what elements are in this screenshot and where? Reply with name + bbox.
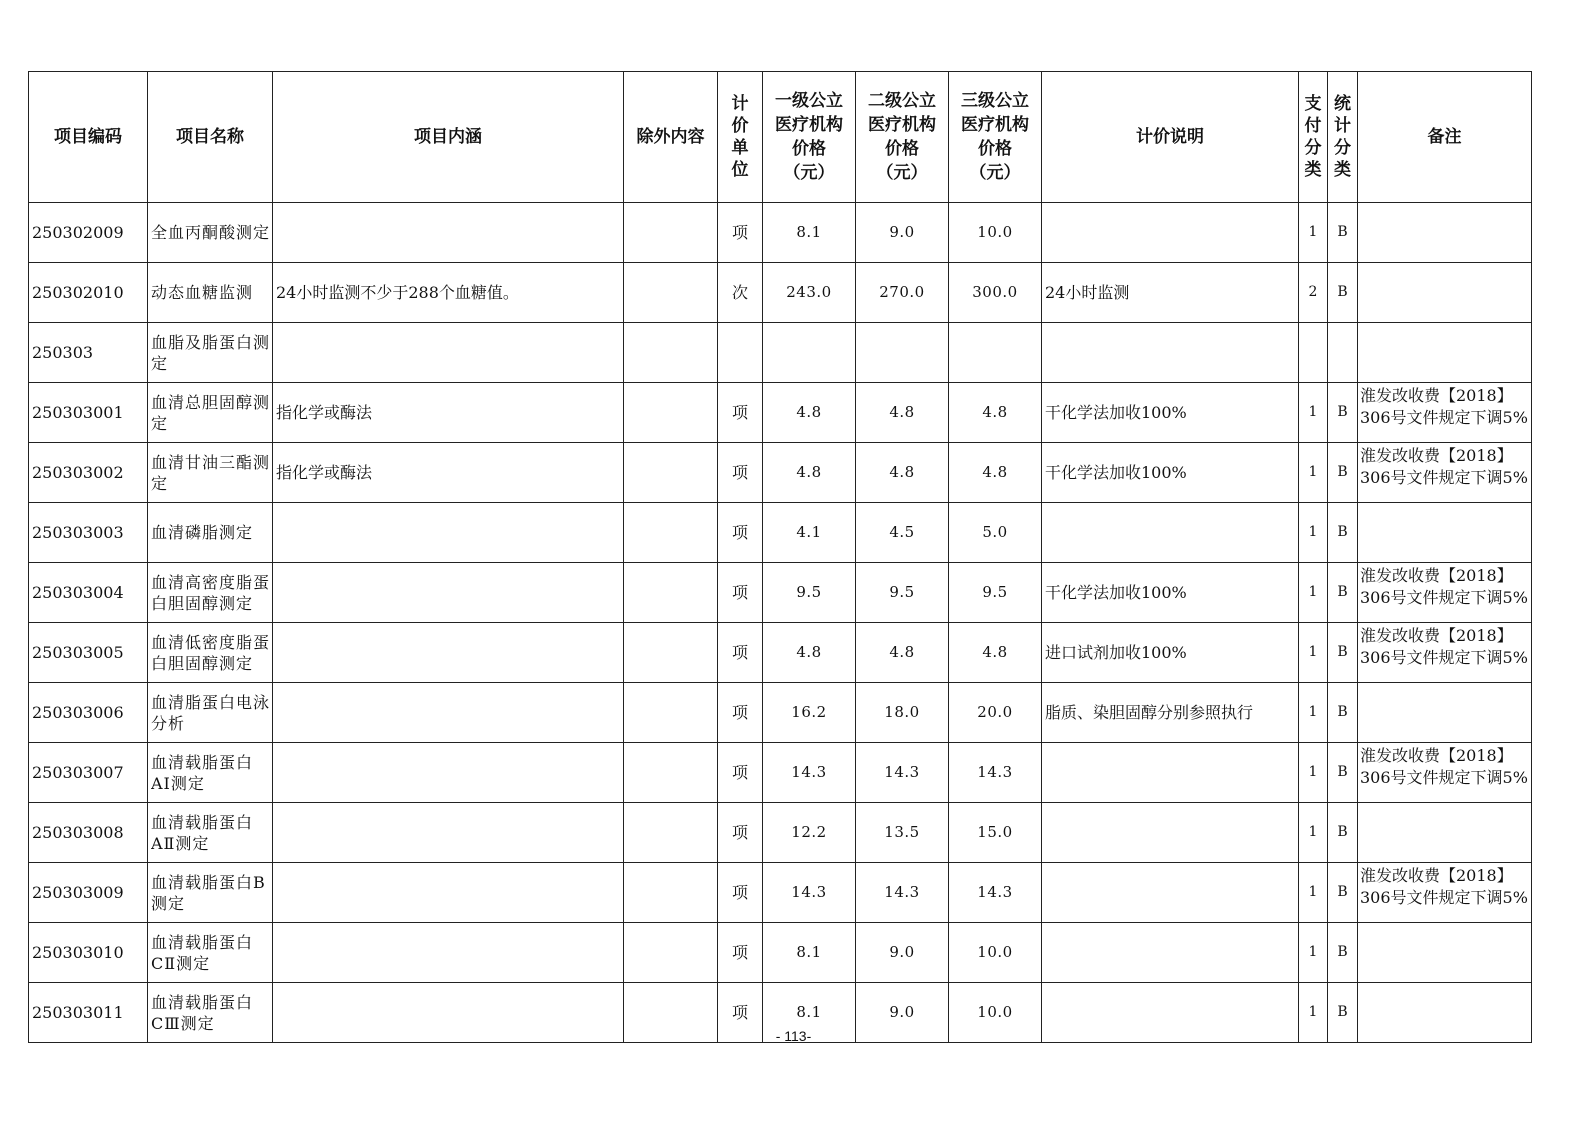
header-stat: 统计分类 [1334,94,1351,180]
header-content: 项目内涵 [273,72,624,203]
cell-price2: 9.5 [856,563,949,623]
cell-price2: 270.0 [856,263,949,323]
cell-remark-cell [1358,503,1532,563]
cell-code: 250303001 [29,383,148,443]
cell-price1: 8.1 [763,983,856,1043]
cell-price3: 4.8 [949,443,1042,503]
cell-pay: 1 [1299,563,1328,623]
cell-stat: B [1328,983,1358,1043]
cell-name-cell [148,743,273,803]
cell-price3: 10.0 [949,923,1042,983]
cell-name-cell [148,503,273,563]
header-remark: 备注 [1358,72,1532,203]
cell-code: 250302010 [29,263,148,323]
table-row [29,263,1532,323]
cell-price3: 14.3 [949,863,1042,923]
cell-price1: 4.8 [763,383,856,443]
cell-remark: 淮发改收费【2018】306号文件规定下调5% [1360,866,1528,907]
cell-price2 [856,323,949,383]
cell-content: 指化学或酶法 [273,443,624,503]
cell-price3: 15.0 [949,803,1042,863]
cell-price3: 9.5 [949,563,1042,623]
cell-name-cell [148,443,273,503]
table-row [29,923,1532,983]
cell-unit: 项 [718,803,763,863]
cell-code: 250303008 [29,803,148,863]
cell-pay [1299,323,1328,383]
cell-pay: 1 [1299,923,1328,983]
cell-name-cell [148,803,273,863]
header-price3: 三级公立医疗机构价格（元） [961,91,1029,183]
cell-stat: B [1328,203,1358,263]
header-note: 计价说明 [1042,72,1299,203]
cell-content [273,623,624,683]
cell-unit: 项 [718,443,763,503]
cell-pay: 2 [1299,263,1328,323]
cell-note [1042,743,1299,803]
cell-unit: 项 [718,923,763,983]
cell-price1: 4.8 [763,623,856,683]
cell-price3: 14.3 [949,743,1042,803]
cell-remark-cell [1358,863,1532,923]
cell-name: 血清磷脂测定 [151,523,254,542]
cell-note [1042,863,1299,923]
cell-note: 24小时监测 [1042,263,1299,323]
cell-price3: 20.0 [949,683,1042,743]
cell-remark-cell [1358,563,1532,623]
cell-excluded [624,863,718,923]
cell-remark: 淮发改收费【2018】306号文件规定下调5% [1360,446,1528,487]
cell-name: 血清甘油三酯测定 [151,452,271,493]
cell-remark-cell [1358,743,1532,803]
cell-note: 干化学法加收100% [1042,383,1299,443]
cell-excluded [624,383,718,443]
cell-stat: B [1328,863,1358,923]
cell-name-cell [148,263,273,323]
cell-price1: 14.3 [763,743,856,803]
cell-pay: 1 [1299,863,1328,923]
cell-name: 血清载脂蛋白AⅡ测定 [151,812,254,853]
cell-code: 250303004 [29,563,148,623]
cell-note [1042,503,1299,563]
cell-content [273,803,624,863]
cell-content [273,683,624,743]
cell-name: 动态血糖监测 [151,283,254,302]
cell-name: 血清总胆固醇测定 [151,392,271,433]
cell-pay: 1 [1299,623,1328,683]
cell-remark-cell [1358,623,1532,683]
cell-note: 干化学法加收100% [1042,443,1299,503]
cell-price2: 14.3 [856,743,949,803]
cell-pay: 1 [1299,803,1328,863]
cell-remark: 淮发改收费【2018】306号文件规定下调5% [1360,566,1528,607]
cell-code: 250303002 [29,443,148,503]
cell-note: 脂质、染胆固醇分别参照执行 [1042,683,1299,743]
cell-price1: 4.1 [763,503,856,563]
cell-stat: B [1328,683,1358,743]
cell-name-cell [148,623,273,683]
cell-excluded [624,743,718,803]
cell-remark-cell [1358,203,1532,263]
table-row [29,383,1532,443]
cell-stat: B [1328,743,1358,803]
cell-price2: 14.3 [856,863,949,923]
table-row [29,563,1532,623]
cell-price1: 243.0 [763,263,856,323]
cell-name-cell [148,383,273,443]
cell-name-cell [148,563,273,623]
cell-remark-cell [1358,323,1532,383]
cell-stat [1328,323,1358,383]
cell-excluded [624,263,718,323]
cell-unit: 项 [718,203,763,263]
table-row [29,743,1532,803]
cell-price1: 8.1 [763,203,856,263]
cell-remark-cell [1358,443,1532,503]
cell-price1: 8.1 [763,923,856,983]
cell-pay: 1 [1299,983,1328,1043]
header-row [29,72,1532,203]
cell-unit: 项 [718,503,763,563]
cell-price1: 9.5 [763,563,856,623]
cell-unit: 项 [718,563,763,623]
cell-note [1042,203,1299,263]
cell-remark: 淮发改收费【2018】306号文件规定下调5% [1360,746,1528,787]
cell-note: 干化学法加收100% [1042,563,1299,623]
cell-price1: 16.2 [763,683,856,743]
cell-remark-cell [1358,383,1532,443]
cell-pay: 1 [1299,383,1328,443]
cell-price2: 9.0 [856,983,949,1043]
cell-price3: 4.8 [949,383,1042,443]
cell-price3 [949,323,1042,383]
header-price1: 一级公立医疗机构价格（元） [775,91,843,183]
cell-stat: B [1328,923,1358,983]
cell-stat: B [1328,383,1358,443]
cell-code: 250303006 [29,683,148,743]
cell-unit: 项 [718,623,763,683]
cell-content [273,503,624,563]
cell-excluded [624,443,718,503]
cell-price2: 9.0 [856,203,949,263]
cell-pay: 1 [1299,443,1328,503]
header-excluded: 除外内容 [624,72,718,203]
cell-code: 250303005 [29,623,148,683]
cell-price2: 13.5 [856,803,949,863]
cell-excluded [624,803,718,863]
cell-code: 250303010 [29,923,148,983]
cell-name-cell [148,923,273,983]
cell-name: 血清载脂蛋白B测定 [151,872,266,913]
cell-content [273,863,624,923]
cell-content [273,203,624,263]
cell-code: 250303003 [29,503,148,563]
cell-name: 血清载脂蛋白AⅠ测定 [151,752,254,793]
cell-price1: 12.2 [763,803,856,863]
table-row [29,863,1532,923]
cell-remark-cell [1358,923,1532,983]
cell-price2: 9.0 [856,923,949,983]
cell-pay: 1 [1299,503,1328,563]
cell-code: 250303009 [29,863,148,923]
cell-remark-cell [1358,683,1532,743]
header-code: 项目编码 [29,72,148,203]
cell-price2: 4.5 [856,503,949,563]
cell-unit: 项 [718,683,763,743]
cell-excluded [624,323,718,383]
table-row [29,323,1532,383]
cell-stat: B [1328,443,1358,503]
cell-excluded [624,203,718,263]
cell-content [273,323,624,383]
cell-unit: 项 [718,863,763,923]
cell-stat: B [1328,503,1358,563]
header-unit: 计价单位 [731,94,749,180]
cell-price3: 10.0 [949,983,1042,1043]
cell-price1 [763,323,856,383]
cell-price2: 4.8 [856,443,949,503]
cell-pay: 1 [1299,683,1328,743]
cell-remark: 淮发改收费【2018】306号文件规定下调5% [1360,626,1528,667]
cell-price2: 18.0 [856,683,949,743]
cell-content [273,563,624,623]
cell-content [273,923,624,983]
table-row [29,503,1532,563]
cell-note [1042,803,1299,863]
cell-excluded [624,923,718,983]
cell-price1: 4.8 [763,443,856,503]
cell-note: 进口试剂加收100% [1042,623,1299,683]
cell-price3: 4.8 [949,623,1042,683]
cell-name: 血清高密度脂蛋白胆固醇测定 [151,572,271,613]
page-number: - 113- [775,1028,812,1044]
table-row [29,803,1532,863]
table-row [29,683,1532,743]
cell-name-cell [148,203,273,263]
cell-unit: 项 [718,983,763,1043]
header-price2: 二级公立医疗机构价格（元） [868,91,936,183]
cell-name-cell [148,323,273,383]
cell-code: 250303011 [29,983,148,1043]
cell-content: 指化学或酶法 [273,383,624,443]
cell-excluded [624,683,718,743]
table-row [29,443,1532,503]
cell-price2: 4.8 [856,623,949,683]
header-pay: 支付分类 [1304,94,1322,180]
cell-name: 血清脂蛋白电泳分析 [151,692,271,733]
cell-pay: 1 [1299,743,1328,803]
cell-name: 血清低密度脂蛋白胆固醇测定 [151,632,271,673]
cell-excluded [624,563,718,623]
header-name: 项目名称 [148,72,273,203]
cell-price3: 10.0 [949,203,1042,263]
cell-remark: 淮发改收费【2018】306号文件规定下调5% [1360,386,1528,427]
cell-content [273,743,624,803]
cell-note [1042,923,1299,983]
cell-note [1042,323,1299,383]
cell-unit: 项 [718,743,763,803]
cell-price2: 4.8 [856,383,949,443]
cell-stat: B [1328,623,1358,683]
table-row [29,623,1532,683]
cell-name-cell [148,683,273,743]
cell-code: 250303 [29,323,148,383]
cell-excluded [624,503,718,563]
cell-stat: B [1328,563,1358,623]
cell-name: 血清载脂蛋白CⅡ测定 [151,932,254,973]
cell-remark-cell [1358,803,1532,863]
cell-remark-cell [1358,263,1532,323]
table-row [29,203,1532,263]
cell-stat: B [1328,803,1358,863]
cell-unit: 次 [718,263,763,323]
cell-name: 血脂及脂蛋白测定 [151,332,271,373]
cell-content: 24小时监测不少于288个血糖值。 [273,263,624,323]
cell-name-cell [148,863,273,923]
cell-stat: B [1328,263,1358,323]
cell-unit [718,323,763,383]
cell-unit: 项 [718,383,763,443]
cell-price1: 14.3 [763,863,856,923]
cell-price3: 5.0 [949,503,1042,563]
cell-price3: 300.0 [949,263,1042,323]
cell-code: 250303007 [29,743,148,803]
cell-name: 血清载脂蛋白CⅢ测定 [151,992,254,1033]
price-table [28,71,1532,1043]
cell-code: 250302009 [29,203,148,263]
cell-pay: 1 [1299,203,1328,263]
cell-name: 全血丙酮酸测定 [151,223,271,242]
cell-excluded [624,623,718,683]
